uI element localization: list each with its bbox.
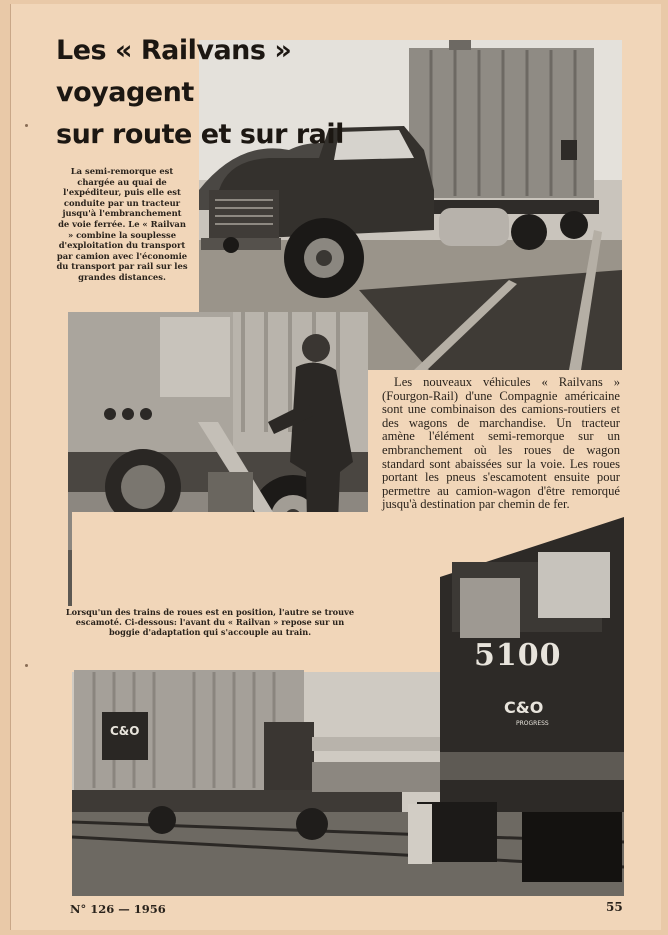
caption-wheels: Lorsqu'un des trains de roues est en position, l'autre se trouve escamoté. Ci-dessous: l'avant du « Railvan » repose sur un boggie d'adaptation qui s'accouple au train. <box>65 607 355 638</box>
article-title: Les « Railvans » voyagent sur route et sur rail <box>56 35 344 150</box>
photo-locomotive-railvan <box>72 512 624 896</box>
co-logo-progress: PROGRESS <box>516 720 549 727</box>
binding-hole <box>25 664 28 667</box>
locomotive-number: 5100 <box>474 638 562 673</box>
co-logo-locomotive: C&O <box>504 698 544 717</box>
article-body: Les nouveaux véhicules « Railvans » (Fourgon-Rail) d'une Compagnie américaine sont une combinaison des camions-routiers et des wagons de marchandise. Un tracteur amène l'élément semi-remorque sur un embranchement où les roues de wagon standard sont abaissées sur la voie. Les roues portant les pneus s'escamotent ensuite pour permettre au camion-wagon d'être remorqué jusqu'à destination par chemin de fer. <box>382 375 620 512</box>
binding-hole <box>25 124 28 127</box>
issue-number: N° 126 — 1956 <box>70 902 166 916</box>
page-number: 55 <box>606 900 623 914</box>
co-logo-trailer: C&O <box>110 724 140 738</box>
caption-truck: La semi-remorque est chargée au quai de l'expéditeur, puis elle est conduite par un tracteur jusqu'à l'embranchement de voie ferrée. Le « Railvan » combine la souplesse d'exploitation du transport par camion avec l'économie du transport par rail sur les grandes distances. <box>56 166 188 282</box>
